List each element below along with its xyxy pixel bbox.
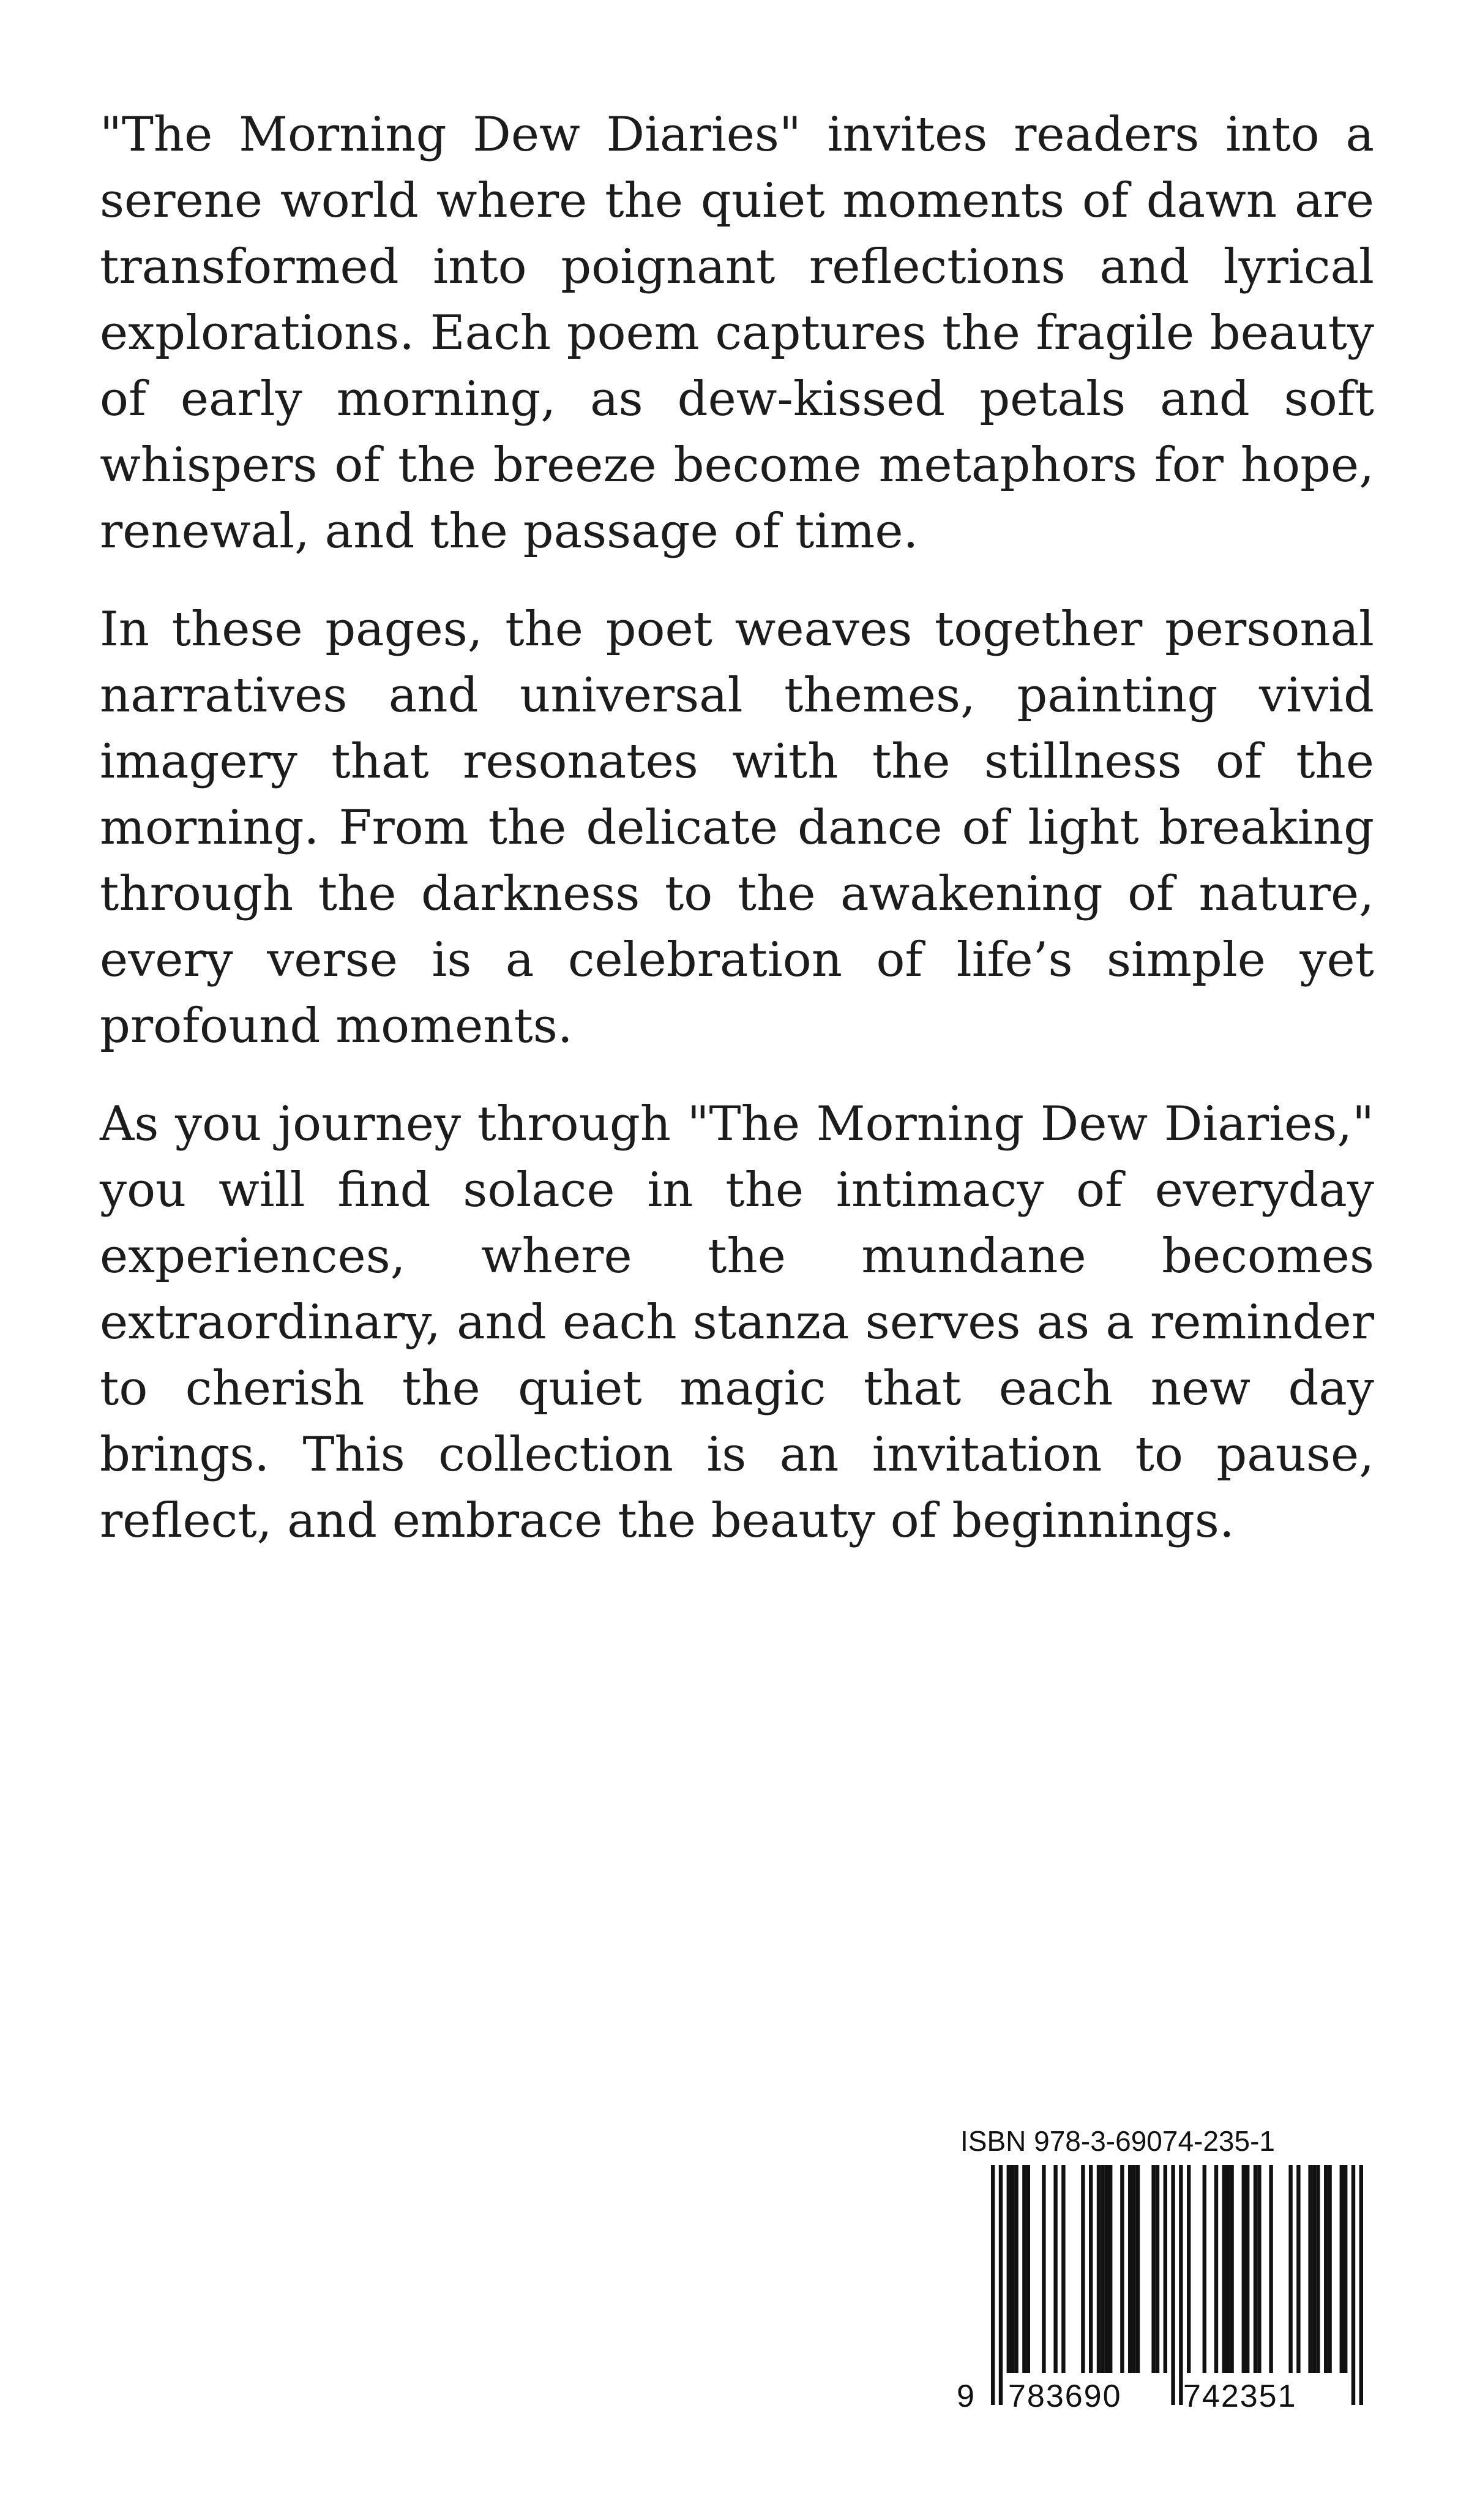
barcode-bar	[1246, 2165, 1249, 2373]
barcode-bar	[1214, 2165, 1218, 2373]
barcode-bar	[1316, 2165, 1320, 2373]
barcode-bar	[1101, 2165, 1104, 2373]
barcode-bar	[1171, 2165, 1175, 2405]
blurb-paragraph-1: "The Morning Dew Diaries" invites readers into a serene world where the quiet moments of dawn are transformed into poignant reflections and lyrical explorations. Each poem captures the fragile beauty of early morning, as dew-kissed petals and soft whispers of the breeze become metaphors for hope, renewal, and the passage of time.	[100, 107, 1374, 559]
barcode-bar	[1061, 2165, 1065, 2373]
barcode-bar	[1097, 2165, 1101, 2373]
barcode-bar	[1242, 2165, 1246, 2373]
barcode-digits-left: 783690	[1008, 2379, 1122, 2414]
barcode-bar	[1026, 2165, 1030, 2373]
barcode-digits-right: 742351	[1183, 2379, 1297, 2414]
isbn-label: ISBN 978-3-69074-235-1	[960, 2125, 1275, 2157]
barcode-bar	[1340, 2165, 1344, 2373]
barcode-bar	[1022, 2165, 1026, 2373]
barcode-bar	[1312, 2165, 1316, 2373]
barcode-bar	[1014, 2165, 1018, 2373]
barcode-bar	[1328, 2165, 1331, 2373]
barcode-bar	[1132, 2165, 1135, 2373]
blurb-paragraph-3: As you journey through "The Morning Dew Diaries," you will find solace in the intimacy of everyday experiences, where the mundane becomes extraordinary, and each stanza serves as a reminder to cherish the quiet magic that each new day brings. This collection is an invitation to pause, reflect, and embrace the beauty of beginnings.	[100, 1097, 1374, 1548]
barcode-bar	[1042, 2165, 1045, 2373]
barcode-bar	[1011, 2165, 1014, 2373]
barcode-bar	[1128, 2165, 1132, 2373]
barcode-bar	[1222, 2165, 1226, 2373]
barcode-bar	[1344, 2165, 1347, 2373]
barcode-bar	[1288, 2165, 1292, 2373]
barcode-bar	[1187, 2165, 1191, 2373]
barcode-bar	[1053, 2165, 1057, 2373]
barcode-bar	[1351, 2165, 1355, 2405]
barcode-bar	[1164, 2165, 1167, 2373]
isbn-barcode-block	[955, 2124, 1373, 2429]
barcode-bar	[1136, 2165, 1140, 2373]
barcode-bar	[1007, 2165, 1011, 2373]
barcode-bar	[1308, 2165, 1312, 2373]
barcode-bar	[1359, 2165, 1363, 2405]
blurb-paragraph-2: In these pages, the poet weaves together personal narratives and universal themes, painting vivid imagery that resonates with the stillness of the morning. From the delicate dance of light breaking through the darkness to the awakening of nature, every verse is a celebration of life’s simple yet profound moments.	[100, 602, 1374, 1054]
barcode-bar	[1156, 2165, 1159, 2373]
barcode-bar	[1105, 2165, 1108, 2373]
barcode-bar	[1179, 2165, 1183, 2405]
barcode-bar	[1324, 2165, 1328, 2373]
barcode-bar	[1089, 2165, 1093, 2373]
barcode-bar	[1226, 2165, 1230, 2373]
barcode-bar	[1230, 2165, 1233, 2373]
barcode-bar	[1296, 2165, 1300, 2373]
barcode-bar	[1254, 2165, 1257, 2373]
cover-blurb	[100, 102, 1374, 1586]
barcode-bar	[1257, 2165, 1261, 2373]
barcode-bar	[991, 2165, 995, 2405]
barcode-bar	[1151, 2165, 1155, 2373]
barcode-bar	[1269, 2165, 1273, 2373]
barcode-bar	[1108, 2165, 1112, 2373]
barcode-digit-lead: 9	[957, 2379, 976, 2414]
barcode-bar	[999, 2165, 1003, 2405]
barcode-bar	[1120, 2165, 1124, 2373]
barcode-bar	[1203, 2165, 1206, 2373]
barcode-bar	[1081, 2165, 1085, 2373]
